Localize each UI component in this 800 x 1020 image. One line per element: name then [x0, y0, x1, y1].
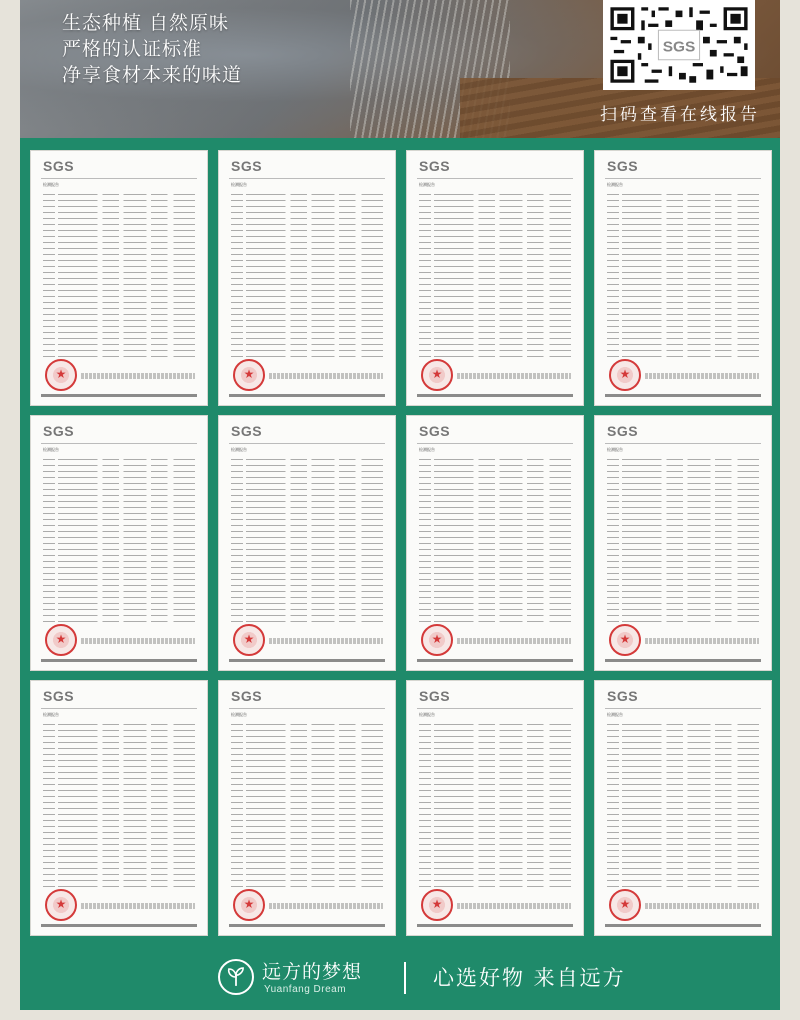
report-body-text: [419, 456, 571, 626]
report-page[interactable]: [30, 680, 208, 936]
header-rule: [229, 443, 385, 444]
report-header: 检测报告: [607, 712, 623, 717]
header-rule: [417, 178, 573, 179]
qr-center-logo: SGS: [662, 38, 696, 56]
report-page[interactable]: [218, 680, 396, 936]
seal-stamp-icon: [45, 624, 77, 656]
sgs-logo: SGS: [607, 158, 639, 174]
sgs-logo: SGS: [607, 688, 639, 704]
sgs-logo: SGS: [231, 158, 263, 174]
header-rule: [41, 708, 197, 709]
report-body-text: [419, 191, 571, 361]
seal-stamp-icon: [609, 624, 641, 656]
report-body-text: [419, 721, 571, 891]
report-body-text: [231, 721, 383, 891]
test-report-grid: [20, 138, 780, 948]
report-page[interactable]: [218, 415, 396, 671]
report-body-text: [607, 191, 759, 361]
report-footer-text: [81, 903, 195, 909]
report-body-text: [43, 456, 195, 626]
report-footer-rule: [605, 924, 761, 927]
brand-tagline: 心选好物 来自远方: [433, 966, 626, 990]
report-header: 检测报告: [607, 182, 623, 187]
report-header: 检测报告: [419, 182, 435, 187]
report-body-text: [231, 456, 383, 626]
seal-stamp-icon: [609, 359, 641, 391]
header-rule: [229, 708, 385, 709]
seal-stamp-icon: [45, 359, 77, 391]
seal-stamp-icon: [421, 889, 453, 921]
report-body-text: [43, 191, 195, 361]
report-page[interactable]: [218, 150, 396, 406]
report-page[interactable]: [594, 415, 772, 671]
report-footer-rule: [229, 394, 385, 397]
report-header: 检测报告: [43, 712, 59, 717]
report-footer-text: [645, 373, 759, 379]
report-footer-text: [457, 638, 571, 644]
report-body-text: [607, 456, 759, 626]
report-page[interactable]: [594, 150, 772, 406]
header-rule: [417, 708, 573, 709]
report-footer-rule: [417, 659, 573, 662]
report-header: 检测报告: [231, 712, 247, 717]
seal-stamp-icon: [421, 624, 453, 656]
report-header: 检测报告: [231, 182, 247, 187]
header-rule: [605, 178, 761, 179]
header-rule: [605, 708, 761, 709]
qr-caption: 扫码查看在线报告: [600, 105, 760, 125]
slogan-line-1: 生态种植 自然原味: [62, 12, 230, 34]
header-rule: [41, 178, 197, 179]
report-page[interactable]: [406, 150, 584, 406]
report-footer-text: [269, 638, 383, 644]
report-footer-rule: [417, 924, 573, 927]
seal-stamp-icon: [233, 359, 265, 391]
report-page[interactable]: [406, 415, 584, 671]
brand-footer: [20, 948, 780, 1010]
report-page[interactable]: [30, 150, 208, 406]
footer-divider: [404, 962, 406, 994]
header-rule: [229, 178, 385, 179]
header-rule: [41, 443, 197, 444]
hero-banner: [20, 0, 780, 138]
seal-stamp-icon: [421, 359, 453, 391]
report-header: 检测报告: [419, 712, 435, 717]
qr-code-icon: [607, 4, 751, 86]
sgs-logo: SGS: [231, 688, 263, 704]
report-footer-text: [457, 903, 571, 909]
report-footer-rule: [229, 924, 385, 927]
hero-slogan: [62, 10, 242, 88]
report-footer-text: [81, 373, 195, 379]
header-rule: [605, 443, 761, 444]
report-page[interactable]: [406, 680, 584, 936]
brand-name: 远方的梦想: [262, 961, 363, 983]
report-header: 检测报告: [607, 447, 623, 452]
qr-code[interactable]: [603, 0, 755, 90]
sgs-logo: SGS: [43, 423, 75, 439]
report-header: 检测报告: [231, 447, 247, 452]
report-footer-text: [457, 373, 571, 379]
sprout-logo-icon: [218, 959, 254, 995]
seal-stamp-icon: [609, 889, 641, 921]
sgs-logo: SGS: [231, 423, 263, 439]
report-footer-rule: [41, 659, 197, 662]
report-header: 检测报告: [43, 182, 59, 187]
report-footer-rule: [41, 394, 197, 397]
report-body-text: [231, 191, 383, 361]
report-page[interactable]: [30, 415, 208, 671]
report-header: 检测报告: [43, 447, 59, 452]
brand-name-english: Yuanfang Dream: [264, 984, 347, 995]
sgs-logo: SGS: [43, 158, 75, 174]
report-footer-rule: [229, 659, 385, 662]
report-footer-text: [269, 903, 383, 909]
seal-stamp-icon: [233, 889, 265, 921]
seal-stamp-icon: [233, 624, 265, 656]
report-footer-rule: [605, 659, 761, 662]
sgs-logo: SGS: [419, 688, 451, 704]
report-footer-text: [645, 903, 759, 909]
sgs-logo: SGS: [43, 688, 75, 704]
report-footer-rule: [605, 394, 761, 397]
sgs-logo: SGS: [607, 423, 639, 439]
report-footer-text: [81, 638, 195, 644]
report-body-text: [607, 721, 759, 891]
report-footer-rule: [41, 924, 197, 927]
report-body-text: [43, 721, 195, 891]
slogan-line-2: 严格的认证标准: [62, 38, 203, 60]
report-footer-text: [645, 638, 759, 644]
report-footer-rule: [417, 394, 573, 397]
report-footer-text: [269, 373, 383, 379]
report-header: 检测报告: [419, 447, 435, 452]
sgs-logo: SGS: [419, 423, 451, 439]
seal-stamp-icon: [45, 889, 77, 921]
report-page[interactable]: [594, 680, 772, 936]
header-rule: [417, 443, 573, 444]
slogan-line-3: 净享食材本来的味道: [62, 64, 243, 86]
sgs-logo: SGS: [419, 158, 451, 174]
